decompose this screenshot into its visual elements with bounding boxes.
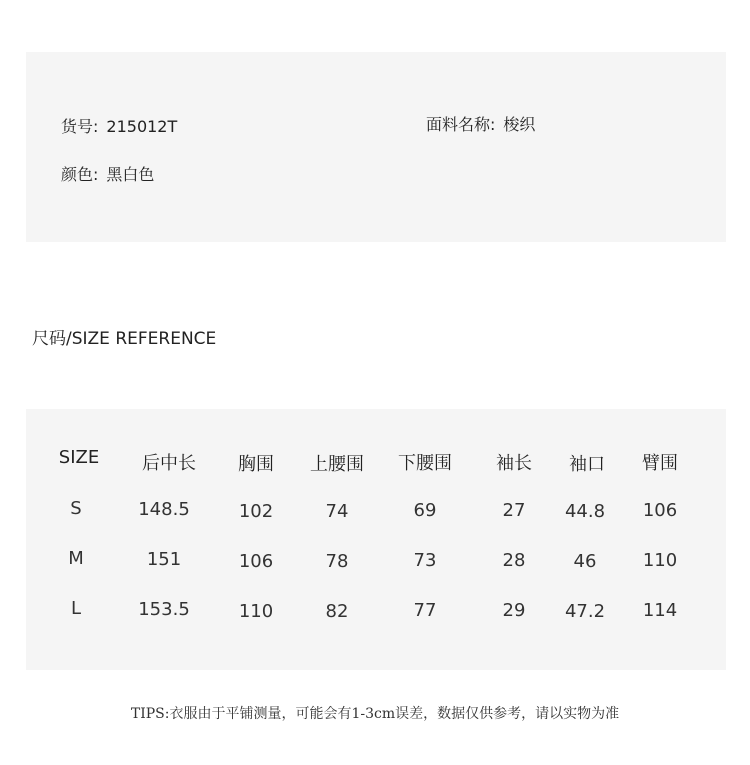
row-l-upper-waist: 82 — [325, 601, 349, 622]
row-s-back-length: 148.5 — [138, 499, 190, 520]
fabric-name — [426, 112, 535, 135]
header-upper-waist: 上腰围 — [310, 454, 364, 475]
header-chest: 胸围 — [238, 454, 274, 475]
header-sleeve-length: 袖长 — [496, 453, 532, 474]
size-reference-title: 尺码/SIZE REFERENCE — [32, 329, 217, 349]
row-m-sleeve-length: 28 — [502, 550, 526, 571]
row-m-back-length: 151 — [146, 549, 182, 570]
product-info-panel — [26, 52, 726, 242]
row-s-sleeve-length: 27 — [502, 500, 526, 521]
item-number-value: 215012T — [106, 117, 178, 136]
row-s-chest: 102 — [238, 501, 274, 522]
color-value: 黑白色 — [106, 165, 155, 184]
row-l-lower-waist: 77 — [413, 600, 437, 621]
header-back-length: 后中长 — [142, 453, 196, 474]
row-l-arm: 114 — [642, 600, 678, 621]
row-l-sleeve-length: 29 — [502, 600, 526, 621]
color — [61, 162, 154, 185]
item-number — [61, 114, 177, 137]
row-s-lower-waist: 69 — [413, 500, 437, 521]
row-l-back-length: 153.5 — [138, 599, 190, 620]
measurement-tips: TIPS:衣服由于平铺测量，可能会有1-3cm误差，数据仅供参考，请以实物为准 — [130, 706, 620, 722]
header-lower-waist: 下腰围 — [398, 453, 452, 474]
row-l-chest: 110 — [238, 601, 274, 622]
row-l-cuff: 47.2 — [564, 601, 606, 622]
header-arm: 臂围 — [642, 453, 678, 474]
row-s-arm: 106 — [642, 500, 678, 521]
row-m-arm: 110 — [642, 550, 678, 571]
row-l-size: L — [70, 598, 82, 619]
fabric-name-label: 面料名称: — [426, 115, 496, 134]
row-m-chest: 106 — [238, 551, 274, 572]
row-m-lower-waist: 73 — [413, 550, 437, 571]
header-cuff: 袖口 — [569, 454, 605, 475]
size-table — [26, 409, 726, 670]
row-m-size: M — [68, 548, 84, 569]
row-s-cuff: 44.8 — [564, 501, 606, 522]
row-m-cuff: 46 — [573, 551, 597, 572]
fabric-name-value: 梭织 — [503, 115, 536, 134]
row-s-size: S — [70, 498, 82, 519]
row-m-upper-waist: 78 — [325, 551, 349, 572]
header-size: SIZE — [58, 447, 100, 468]
item-number-label: 货号: — [61, 117, 99, 136]
row-s-upper-waist: 74 — [325, 501, 349, 522]
color-label: 颜色: — [61, 165, 99, 184]
